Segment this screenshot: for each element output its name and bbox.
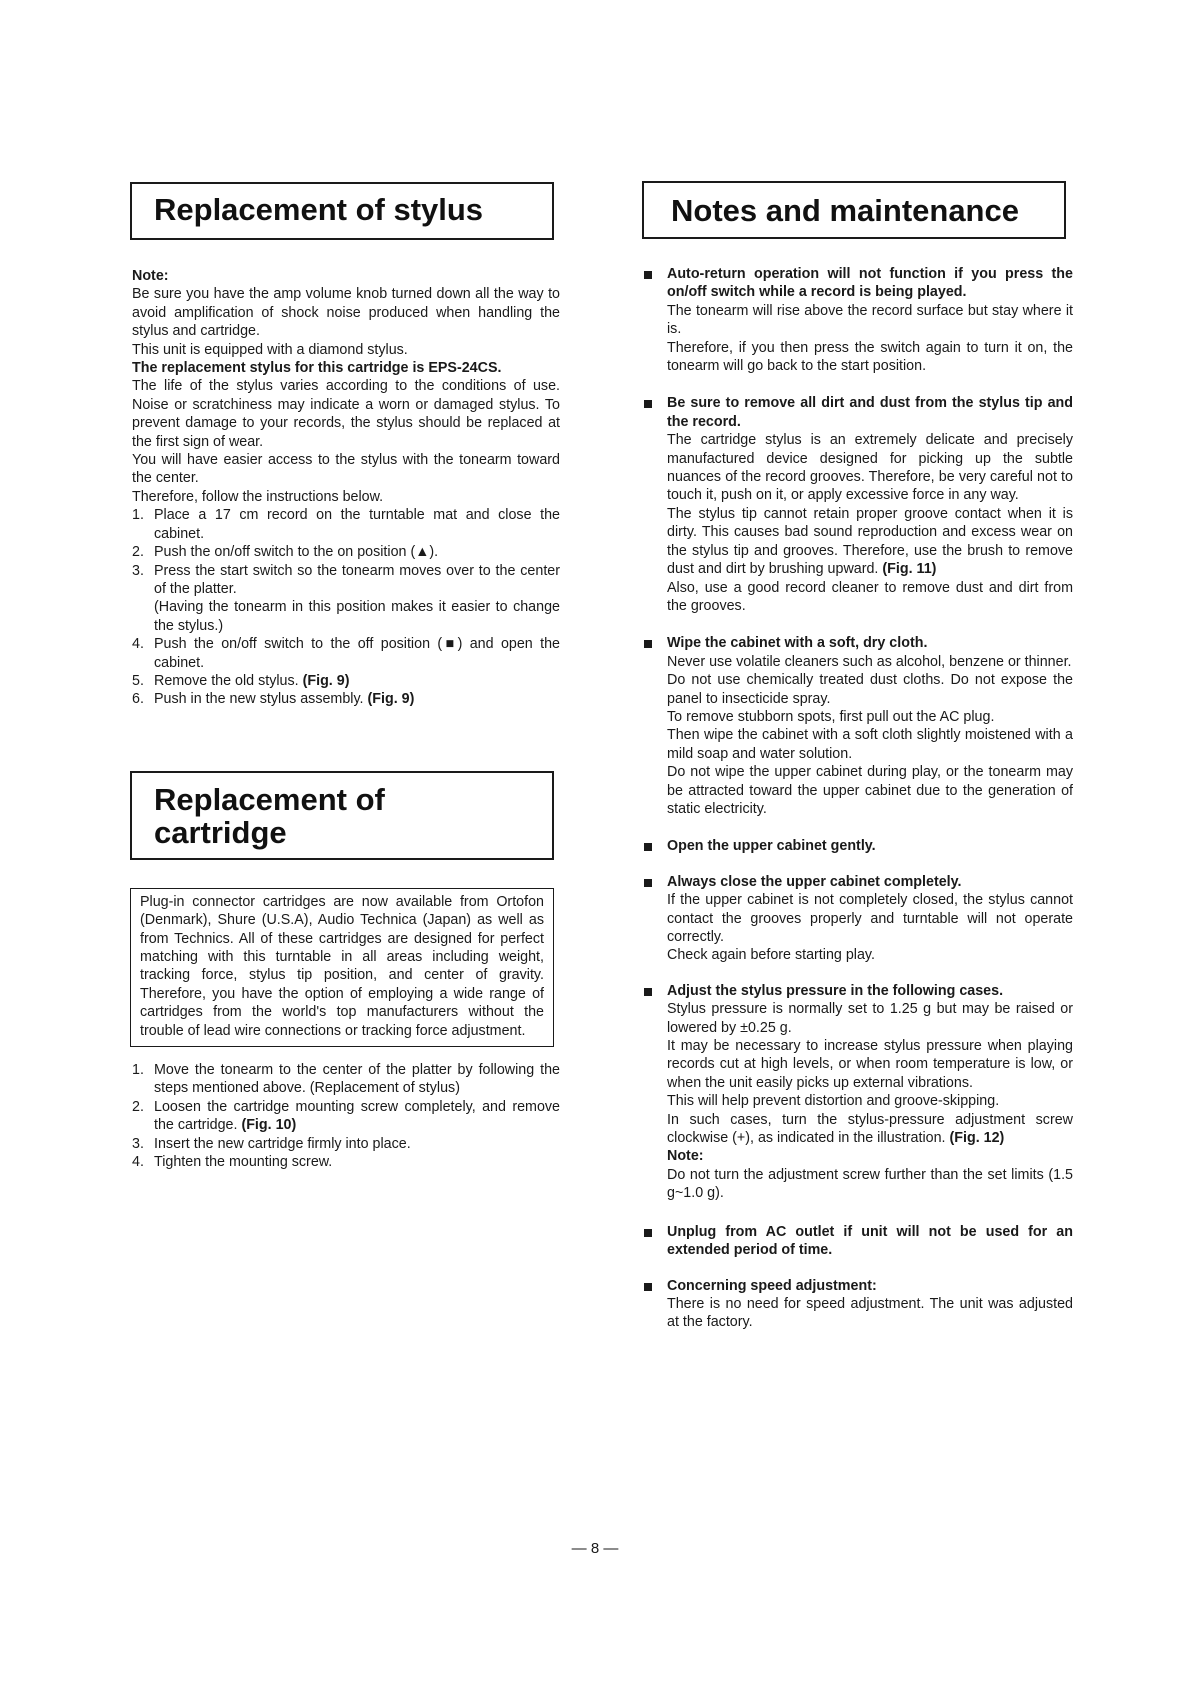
note-title: Open the upper cabinet gently. <box>667 838 876 855</box>
page-number: — 8 — <box>571 1540 619 1557</box>
note-item-unplug <box>643 1223 1073 1260</box>
note-paragraph: This will help prevent distortion and groove-skipping. <box>667 1093 1000 1110</box>
note-paragraph: Therefore, if you then press the switch again to turn it on, the tonearm will go back to the start position. <box>667 339 1073 375</box>
note-title: Concerning speed adjustment: <box>667 1277 877 1294</box>
list-item: 4. Push the on/off switch to the off position (■) and open the cabinet. <box>132 636 560 671</box>
figure-reference: (Fig. 9) <box>367 691 415 708</box>
cartridge-heading-line1: Replacement of <box>154 781 385 817</box>
note-paragraph: Do not wipe the upper cabinet during play, or the tonearm may be attracted toward the upper cabinet due to the generation of static electricity. <box>667 764 1073 817</box>
figure-reference: (Fig. 11) <box>882 561 937 578</box>
note-item-speed-adjustment <box>643 1277 1073 1332</box>
bullet-icon <box>644 1283 652 1291</box>
note-paragraph: To remove stubborn spots, first pull out the AC plug. <box>667 708 995 725</box>
cartridge-info-text: Plug-in connector cartridges are now available from Ortofon (Denmark), Shure (U.S.A), Audio Technica (Japan) as well as from Technics. All of these cartridges are designed for perfect matching with this turntable in all areas including weight, tracking force, stylus tip position, and center of gravity. Therefore, you have the option of employing a wide range of cartridges from the world's top manufacturers without the trouble of lead wire connections or tracking force adjustment. <box>140 893 544 1039</box>
note-paragraph: Then wipe the cabinet with a soft cloth slightly moistened with a mild soap and water solution. <box>667 727 1073 762</box>
stylus-section-body <box>132 267 560 709</box>
note-title: Auto-return operation will not function if you press the on/off switch while a record is being played. <box>667 266 1073 301</box>
stylus-replacement-text: The replacement stylus for this cartridge is EPS-24CS. <box>132 360 502 377</box>
note-paragraph: Do not use chemically treated dust cloths. Do not expose the panel to insecticide spray. <box>667 672 1073 707</box>
bullet-icon <box>644 640 652 648</box>
note-paragraph: Also, use a good record cleaner to remove dust and dirt from the grooves. <box>667 579 1073 614</box>
note-item-open-cabinet <box>643 837 1073 855</box>
list-item: 2. Push the on/off switch to the on position (▲). <box>132 544 439 561</box>
note-item-auto-return <box>643 265 1073 375</box>
note-paragraph: The cartridge stylus is an extremely delicate and precisely manufactured device designed for picking up the subtle nuances of the record grooves. Therefore, be very careful not to touch it, push on it, or apply excessive force in any way. <box>667 432 1073 504</box>
stylus-section-heading <box>130 182 554 240</box>
bullet-icon <box>644 1229 652 1237</box>
stylus-life-text: The life of the stylus varies according to the conditions of use. Noise or scratchiness may indicate a worn or damaged stylus. To prevent damage to your records, the stylus should be replaced at the first sign of wear. <box>132 378 560 450</box>
list-item: 6. Push in the new stylus assembly. (Fig. 9) <box>132 691 415 708</box>
note-paragraph: It may be necessary to increase stylus pressure when playing records cut at high levels, or when room temperature is low, or when the unit easily picks up external vibrations. <box>667 1038 1073 1091</box>
note-paragraph: Stylus pressure is normally set to 1.25 g but may be raised or lowered by ±0.25 g. <box>667 1001 1073 1036</box>
notes-section-heading <box>642 181 1066 239</box>
bullet-icon <box>644 400 652 408</box>
bullet-icon <box>644 988 652 996</box>
note-title: Always close the upper cabinet completely. <box>667 873 962 890</box>
figure-reference: (Fig. 10) <box>241 1117 297 1134</box>
cartridge-info-box <box>130 888 554 1047</box>
cartridge-heading-line2: cartridge <box>154 814 287 850</box>
note-title: Be sure to remove all dirt and dust from the stylus tip and the record. <box>667 395 1073 430</box>
note-item-stylus-pressure <box>643 982 1073 1203</box>
list-item: 4. Tighten the mounting screw. <box>132 1154 333 1171</box>
stylus-diamond-text: This unit is equipped with a diamond stylus. <box>132 341 408 358</box>
stylus-access-text: You will have easier access to the stylus with the tonearm toward the center. <box>132 452 560 487</box>
bullet-icon <box>644 843 652 851</box>
note-title: Adjust the stylus pressure in the following cases. <box>667 982 1004 999</box>
note-paragraph: If the upper cabinet is not completely closed, the stylus cannot contact the grooves properly and turntable will not operate correctly. <box>667 892 1073 945</box>
note-title: Wipe the cabinet with a soft, dry cloth. <box>667 635 928 652</box>
note-paragraph: Do not turn the adjustment screw further than the set limits (1.5 g~1.0 g). <box>667 1166 1073 1202</box>
left-column <box>132 182 560 1171</box>
note-title: Unplug from AC outlet if unit will not be used for an extended period of time. <box>667 1223 1073 1259</box>
note-paragraph: The stylus tip cannot retain proper groove contact when it is dirty. This causes bad sound reproduction and excess wear on the stylus tip and grooves. Therefore, use the brush to remove dust and dirt by brushing upward. (Fig. 11) <box>667 505 1073 578</box>
notes-heading-text: Notes and maintenance <box>671 193 1019 228</box>
list-item: 3. Insert the new cartridge firmly into place. <box>132 1135 411 1152</box>
bullet-icon <box>644 271 652 279</box>
cartridge-steps-list <box>132 1061 560 1171</box>
right-column <box>643 181 1073 1332</box>
list-item: (Having the tonearm in this position makes it easier to change the stylus.) <box>154 599 560 634</box>
list-item: 1. Place a 17 cm record on the turntable mat and close the cabinet. <box>132 507 560 542</box>
figure-reference: (Fig. 12) <box>949 1130 1005 1147</box>
stylus-heading-text: Replacement of stylus <box>154 192 484 227</box>
note-label: Note: <box>667 1148 704 1165</box>
list-item: 3. Press the start switch so the tonearm moves over to the center of the platter. <box>132 562 560 597</box>
bullet-icon <box>644 879 652 887</box>
note-paragraph: Never use volatile cleaners such as alcohol, benzene or thinner. <box>667 653 1072 670</box>
list-item: 5. Remove the old stylus. (Fig. 9) <box>132 672 350 689</box>
note-paragraph: In such cases, turn the stylus-pressure adjustment screw clockwise (+), as indicated in the illustration. (Fig. 12) <box>667 1111 1073 1147</box>
figure-reference: (Fig. 9) <box>302 672 350 689</box>
stylus-note-text: Be sure you have the amp volume knob turned down all the way to avoid amplification of shock noise produced when handling the stylus and cartridge. <box>132 286 560 340</box>
note-item-close-cabinet <box>643 873 1073 965</box>
note-item-remove-dust <box>643 394 1073 615</box>
list-item: 2. Loosen the cartridge mounting screw completely, and remove the cartridge. (Fig. 10) <box>132 1098 560 1134</box>
note-paragraph: The tonearm will rise above the record surface but stay where it is. <box>667 302 1073 338</box>
cartridge-section-heading <box>130 771 554 860</box>
stylus-note-label: Note: <box>132 268 169 284</box>
note-paragraph: There is no need for speed adjustment. The unit was adjusted at the factory. <box>667 1295 1073 1331</box>
list-item: 1. Move the tonearm to the center of the platter by following the steps mentioned above. (Replacement of stylus) <box>132 1062 560 1097</box>
stylus-therefore-text: Therefore, follow the instructions below. <box>132 488 384 505</box>
note-paragraph: Check again before starting play. <box>667 947 875 964</box>
note-item-wipe-cabinet <box>643 634 1073 818</box>
stylus-steps-list <box>132 506 560 708</box>
